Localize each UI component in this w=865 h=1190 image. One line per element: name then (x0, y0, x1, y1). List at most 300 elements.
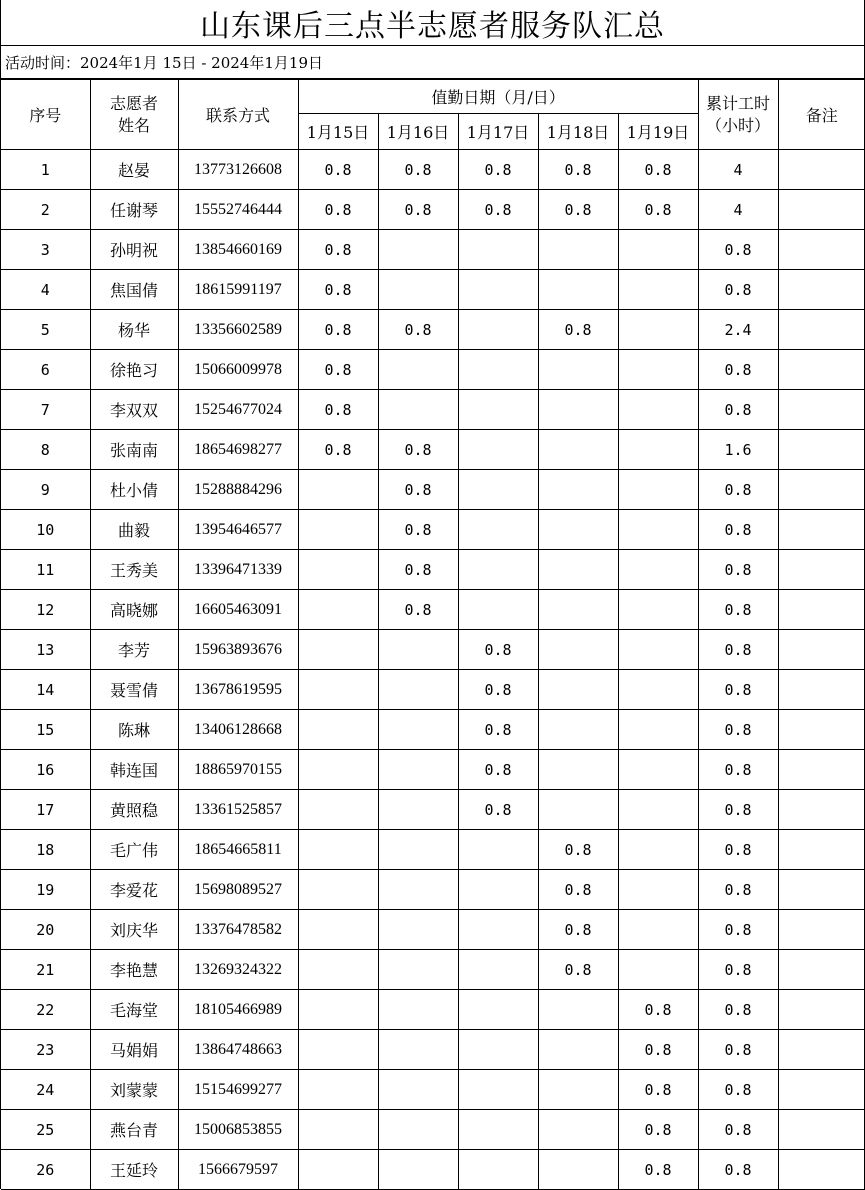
total-hours: 4 (698, 150, 778, 190)
contact-phone: 13954646577 (178, 510, 298, 550)
hours-day-5 (618, 230, 698, 270)
header-name-line1: 志愿者 (109, 93, 158, 113)
hours-day-4 (538, 630, 618, 670)
hours-day-2 (378, 1150, 458, 1190)
hours-day-4 (538, 710, 618, 750)
note-cell (778, 910, 865, 950)
total-hours: 0.8 (698, 230, 778, 270)
hours-day-4 (538, 990, 618, 1030)
hours-day-3 (458, 550, 538, 590)
hours-day-2 (378, 750, 458, 790)
hours-day-2 (378, 790, 458, 830)
note-cell (778, 430, 865, 470)
hours-day-2 (378, 870, 458, 910)
header-name-line2: 姓名 (117, 115, 150, 135)
volunteer-name: 王秀美 (90, 550, 178, 590)
row-index: 13 (1, 630, 90, 670)
hours-day-1 (298, 910, 378, 950)
hours-day-4 (538, 510, 618, 550)
row-index: 21 (1, 950, 90, 990)
total-hours: 0.8 (698, 1150, 778, 1190)
hours-day-4 (538, 1070, 618, 1110)
hours-day-4 (538, 1030, 618, 1070)
header-total-line2: （小时） (706, 115, 771, 135)
hours-day-1 (298, 950, 378, 990)
volunteer-name: 王延玲 (90, 1150, 178, 1190)
volunteer-name: 李爱花 (90, 870, 178, 910)
hours-day-3: 0.8 (458, 190, 538, 230)
hours-day-5 (618, 430, 698, 470)
table-row (1, 950, 865, 990)
header-contact: 联系方式 (178, 80, 298, 150)
hours-day-3 (458, 830, 538, 870)
total-hours: 0.8 (698, 830, 778, 870)
hours-day-1 (298, 670, 378, 710)
table-row (1, 630, 865, 670)
hours-day-4 (538, 750, 618, 790)
hours-day-1 (298, 590, 378, 630)
row-index: 6 (1, 350, 90, 390)
hours-day-1 (298, 750, 378, 790)
contact-phone: 13678619595 (178, 670, 298, 710)
hours-day-5 (618, 470, 698, 510)
table-row (1, 830, 865, 870)
hours-day-3: 0.8 (458, 670, 538, 710)
note-cell (778, 350, 865, 390)
hours-day-3 (458, 510, 538, 550)
table-row (1, 150, 865, 190)
table-row (1, 390, 865, 430)
contact-phone: 13269324322 (178, 950, 298, 990)
note-cell (778, 270, 865, 310)
hours-day-2 (378, 1070, 458, 1110)
hours-day-3: 0.8 (458, 150, 538, 190)
hours-day-2: 0.8 (378, 310, 458, 350)
contact-phone: 18105466989 (178, 990, 298, 1030)
hours-day-1: 0.8 (298, 430, 378, 470)
hours-day-3 (458, 350, 538, 390)
header-date-4: 1月18日 (538, 114, 618, 150)
note-cell (778, 190, 865, 230)
row-index: 22 (1, 990, 90, 1030)
hours-day-5 (618, 510, 698, 550)
row-index: 23 (1, 1030, 90, 1070)
hours-day-3 (458, 590, 538, 630)
hours-day-2: 0.8 (378, 150, 458, 190)
table-row (1, 1030, 865, 1070)
hours-day-4 (538, 670, 618, 710)
table-row (1, 510, 865, 550)
hours-day-2 (378, 990, 458, 1030)
volunteer-name: 马娟娟 (90, 1030, 178, 1070)
sheet-title: 山东课后三点半志愿者服务队汇总 (1, 0, 864, 46)
hours-day-5 (618, 590, 698, 630)
note-cell (778, 1030, 865, 1070)
volunteer-name: 焦国倩 (90, 270, 178, 310)
hours-day-1: 0.8 (298, 390, 378, 430)
note-cell (778, 230, 865, 270)
volunteer-name: 曲毅 (90, 510, 178, 550)
hours-day-2: 0.8 (378, 470, 458, 510)
hours-day-1 (298, 830, 378, 870)
hours-day-5: 0.8 (618, 1110, 698, 1150)
hours-day-4: 0.8 (538, 870, 618, 910)
table-body (1, 150, 865, 1190)
header-total-hours (698, 80, 778, 150)
hours-day-2 (378, 670, 458, 710)
hours-day-4 (538, 270, 618, 310)
table-row (1, 670, 865, 710)
hours-day-4 (538, 350, 618, 390)
hours-day-4: 0.8 (538, 310, 618, 350)
hours-day-1 (298, 470, 378, 510)
hours-day-4 (538, 230, 618, 270)
hours-day-4: 0.8 (538, 830, 618, 870)
contact-phone: 15552746444 (178, 190, 298, 230)
table-row (1, 750, 865, 790)
hours-day-2 (378, 350, 458, 390)
hours-day-5 (618, 350, 698, 390)
volunteer-name: 黄照稳 (90, 790, 178, 830)
hours-day-5 (618, 830, 698, 870)
contact-phone: 18615991197 (178, 270, 298, 310)
hours-day-3 (458, 870, 538, 910)
row-index: 11 (1, 550, 90, 590)
note-cell (778, 630, 865, 670)
volunteer-name: 李芳 (90, 630, 178, 670)
row-index: 18 (1, 830, 90, 870)
hours-day-1 (298, 1150, 378, 1190)
hours-day-1 (298, 710, 378, 750)
hours-day-5 (618, 790, 698, 830)
row-index: 10 (1, 510, 90, 550)
hours-day-5 (618, 750, 698, 790)
volunteer-name: 孙明祝 (90, 230, 178, 270)
volunteer-name: 李双双 (90, 390, 178, 430)
hours-day-3: 0.8 (458, 750, 538, 790)
contact-phone: 18654698277 (178, 430, 298, 470)
volunteer-name: 高晓娜 (90, 590, 178, 630)
total-hours: 0.8 (698, 790, 778, 830)
hours-day-3 (458, 430, 538, 470)
hours-day-2 (378, 950, 458, 990)
volunteer-name: 张南南 (90, 430, 178, 470)
hours-day-2: 0.8 (378, 190, 458, 230)
hours-day-4 (538, 430, 618, 470)
hours-day-5 (618, 270, 698, 310)
total-hours: 0.8 (698, 950, 778, 990)
hours-day-5: 0.8 (618, 150, 698, 190)
note-cell (778, 830, 865, 870)
hours-day-4 (538, 790, 618, 830)
note-cell (778, 710, 865, 750)
hours-day-4 (538, 1110, 618, 1150)
contact-phone: 15698089527 (178, 870, 298, 910)
row-index: 14 (1, 670, 90, 710)
hours-day-1 (298, 630, 378, 670)
volunteer-name: 杨华 (90, 310, 178, 350)
hours-day-3: 0.8 (458, 630, 538, 670)
table-row (1, 350, 865, 390)
table-row (1, 990, 865, 1030)
volunteer-name: 陈琳 (90, 710, 178, 750)
volunteer-name: 韩连国 (90, 750, 178, 790)
contact-phone: 15963893676 (178, 630, 298, 670)
table-row (1, 310, 865, 350)
hours-day-3 (458, 950, 538, 990)
contact-phone: 15288884296 (178, 470, 298, 510)
note-cell (778, 510, 865, 550)
table-row (1, 190, 865, 230)
table-row (1, 710, 865, 750)
hours-day-5 (618, 670, 698, 710)
row-index: 25 (1, 1110, 90, 1150)
note-cell (778, 150, 865, 190)
total-hours: 0.8 (698, 390, 778, 430)
hours-day-1: 0.8 (298, 190, 378, 230)
contact-phone: 13864748663 (178, 1030, 298, 1070)
hours-day-1 (298, 1070, 378, 1110)
hours-day-2: 0.8 (378, 430, 458, 470)
hours-day-5: 0.8 (618, 990, 698, 1030)
hours-day-5 (618, 950, 698, 990)
hours-day-1 (298, 1030, 378, 1070)
header-date-2: 1月16日 (378, 114, 458, 150)
total-hours: 0.8 (698, 350, 778, 390)
row-index: 24 (1, 1070, 90, 1110)
hours-day-3 (458, 990, 538, 1030)
volunteer-name: 李艳慧 (90, 950, 178, 990)
contact-phone: 13356602589 (178, 310, 298, 350)
contact-phone: 15066009978 (178, 350, 298, 390)
hours-day-2: 0.8 (378, 590, 458, 630)
hours-day-5 (618, 910, 698, 950)
hours-day-3 (458, 270, 538, 310)
hours-day-3 (458, 910, 538, 950)
note-cell (778, 1070, 865, 1110)
volunteer-name: 杜小倩 (90, 470, 178, 510)
hours-day-3 (458, 1070, 538, 1110)
hours-day-4 (538, 590, 618, 630)
total-hours: 0.8 (698, 590, 778, 630)
total-hours: 2.4 (698, 310, 778, 350)
volunteer-name: 燕台青 (90, 1110, 178, 1150)
hours-day-2 (378, 270, 458, 310)
total-hours: 0.8 (698, 710, 778, 750)
row-index: 4 (1, 270, 90, 310)
hours-day-1 (298, 790, 378, 830)
total-hours: 0.8 (698, 270, 778, 310)
hours-day-4 (538, 470, 618, 510)
hours-day-4 (538, 390, 618, 430)
total-hours: 4 (698, 190, 778, 230)
contact-phone: 13361525857 (178, 790, 298, 830)
hours-day-4: 0.8 (538, 190, 618, 230)
hours-day-5: 0.8 (618, 1030, 698, 1070)
total-hours: 0.8 (698, 670, 778, 710)
contact-phone: 13406128668 (178, 710, 298, 750)
volunteer-name: 聂雪倩 (90, 670, 178, 710)
contact-phone: 13773126608 (178, 150, 298, 190)
table-row (1, 430, 865, 470)
hours-day-1 (298, 1110, 378, 1150)
table-row (1, 590, 865, 630)
hours-day-1 (298, 990, 378, 1030)
hours-day-2: 0.8 (378, 510, 458, 550)
hours-day-5: 0.8 (618, 1070, 698, 1110)
hours-day-2 (378, 910, 458, 950)
hours-day-1: 0.8 (298, 310, 378, 350)
note-cell (778, 1150, 865, 1190)
contact-phone: 13854660169 (178, 230, 298, 270)
table-row (1, 1150, 865, 1190)
row-index: 12 (1, 590, 90, 630)
hours-day-3 (458, 390, 538, 430)
total-hours: 0.8 (698, 990, 778, 1030)
header-volunteer-name (90, 80, 178, 150)
table-row (1, 550, 865, 590)
hours-day-3 (458, 470, 538, 510)
hours-day-1: 0.8 (298, 230, 378, 270)
row-index: 9 (1, 470, 90, 510)
row-index: 15 (1, 710, 90, 750)
hours-day-4: 0.8 (538, 950, 618, 990)
row-index: 7 (1, 390, 90, 430)
contact-phone: 13396471339 (178, 550, 298, 590)
hours-day-5 (618, 390, 698, 430)
table-row (1, 870, 865, 910)
hours-day-5 (618, 710, 698, 750)
row-index: 2 (1, 190, 90, 230)
volunteer-table (1, 79, 865, 1190)
hours-day-3: 0.8 (458, 790, 538, 830)
hours-day-3 (458, 1150, 538, 1190)
hours-day-1: 0.8 (298, 150, 378, 190)
hours-day-4: 0.8 (538, 910, 618, 950)
hours-day-1 (298, 870, 378, 910)
table-row (1, 1070, 865, 1110)
volunteer-name: 毛海堂 (90, 990, 178, 1030)
table-row (1, 270, 865, 310)
hours-day-1: 0.8 (298, 270, 378, 310)
total-hours: 0.8 (698, 1070, 778, 1110)
row-index: 19 (1, 870, 90, 910)
hours-day-5 (618, 630, 698, 670)
hours-day-2 (378, 230, 458, 270)
contact-phone: 15154699277 (178, 1070, 298, 1110)
total-hours: 0.8 (698, 910, 778, 950)
hours-day-1 (298, 510, 378, 550)
header-index: 序号 (1, 80, 90, 150)
volunteer-name: 赵晏 (90, 150, 178, 190)
header-date-3: 1月17日 (458, 114, 538, 150)
row-index: 17 (1, 790, 90, 830)
contact-phone: 15254677024 (178, 390, 298, 430)
hours-day-2: 0.8 (378, 550, 458, 590)
total-hours: 0.8 (698, 470, 778, 510)
hours-day-2 (378, 390, 458, 430)
note-cell (778, 990, 865, 1030)
hours-day-5 (618, 310, 698, 350)
hours-day-3 (458, 1110, 538, 1150)
hours-day-2 (378, 630, 458, 670)
table-row (1, 470, 865, 510)
volunteer-name: 徐艳习 (90, 350, 178, 390)
note-cell (778, 950, 865, 990)
hours-day-2 (378, 710, 458, 750)
note-cell (778, 550, 865, 590)
total-hours: 0.8 (698, 630, 778, 670)
hours-day-3: 0.8 (458, 710, 538, 750)
note-cell (778, 870, 865, 910)
total-hours: 0.8 (698, 550, 778, 590)
note-cell (778, 790, 865, 830)
note-cell (778, 310, 865, 350)
contact-phone: 1566679597 (178, 1150, 298, 1190)
hours-day-3 (458, 1030, 538, 1070)
note-cell (778, 470, 865, 510)
header-note: 备注 (778, 80, 865, 150)
header-total-line1: 累计工时 (706, 93, 771, 113)
note-cell (778, 390, 865, 430)
note-cell (778, 1110, 865, 1150)
row-index: 5 (1, 310, 90, 350)
note-cell (778, 590, 865, 630)
row-index: 26 (1, 1150, 90, 1190)
contact-phone: 18654665811 (178, 830, 298, 870)
row-index: 16 (1, 750, 90, 790)
note-cell (778, 670, 865, 710)
hours-day-3 (458, 310, 538, 350)
hours-day-4: 0.8 (538, 150, 618, 190)
row-index: 8 (1, 430, 90, 470)
header-date-1: 1月15日 (298, 114, 378, 150)
total-hours: 0.8 (698, 510, 778, 550)
hours-day-1 (298, 550, 378, 590)
volunteer-name: 毛广伟 (90, 830, 178, 870)
hours-day-3 (458, 230, 538, 270)
total-hours: 0.8 (698, 750, 778, 790)
hours-day-2 (378, 1110, 458, 1150)
table-row (1, 1110, 865, 1150)
contact-phone: 18865970155 (178, 750, 298, 790)
row-index: 1 (1, 150, 90, 190)
total-hours: 0.8 (698, 1030, 778, 1070)
table-row (1, 230, 865, 270)
hours-day-2 (378, 1030, 458, 1070)
hours-day-5 (618, 870, 698, 910)
hours-day-5: 0.8 (618, 190, 698, 230)
total-hours: 0.8 (698, 870, 778, 910)
hours-day-4 (538, 1150, 618, 1190)
row-index: 20 (1, 910, 90, 950)
total-hours: 0.8 (698, 1110, 778, 1150)
header-date-5: 1月19日 (618, 114, 698, 150)
total-hours: 1.6 (698, 430, 778, 470)
row-index: 3 (1, 230, 90, 270)
hours-day-5: 0.8 (618, 1150, 698, 1190)
note-cell (778, 750, 865, 790)
header-duty-dates: 值勤日期（月/日） (298, 80, 698, 114)
activity-period: 活动时间：2024年1月 15日 - 2024年1月19日 (1, 46, 864, 79)
hours-day-4 (538, 550, 618, 590)
volunteer-name: 任谢琴 (90, 190, 178, 230)
hours-day-5 (618, 550, 698, 590)
table-row (1, 790, 865, 830)
table-row (1, 910, 865, 950)
contact-phone: 15006853855 (178, 1110, 298, 1150)
hours-day-2 (378, 830, 458, 870)
